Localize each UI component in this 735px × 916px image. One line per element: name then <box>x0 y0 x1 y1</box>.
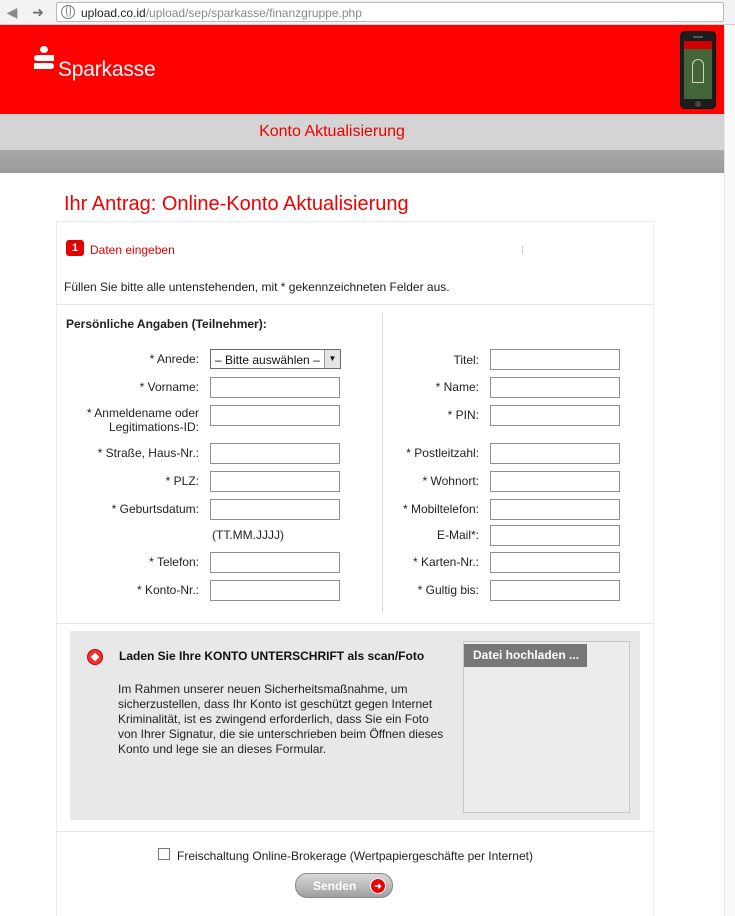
step-label: Daten eingeben <box>90 243 175 257</box>
titel-input[interactable] <box>490 349 620 370</box>
url-field[interactable] <box>56 2 724 22</box>
chevron-down-icon: ▼ <box>324 350 340 368</box>
upload-description: Im Rahmen unserer neuen Sicherheitsmaßnahme, um sicherzustellen, dass Ihr Konto ist geschützt gegen Internet Kriminalität, ist es zwingend erforderlich, dass Sie ein Foto von Ihrer Signatur, die sie unterschrieben beim Öffnen dieses Konto und lege sie an dieses Formular. <box>118 682 444 756</box>
plz-input[interactable] <box>210 471 340 492</box>
arrow-right-icon[interactable]: ➜ <box>32 4 44 20</box>
vorname-input[interactable] <box>210 377 340 398</box>
section-title: Persönliche Angaben (Teilnehmer): <box>66 317 267 331</box>
gultig-bis-input[interactable] <box>490 580 620 601</box>
anrede-label: * Anrede: <box>149 352 199 366</box>
red-diamond-icon <box>87 649 103 665</box>
name-label: * Name: <box>435 380 479 394</box>
konto-nr-input[interactable] <box>210 580 340 601</box>
step-number-badge: 1 <box>66 240 84 256</box>
submit-button-label: Senden <box>313 879 357 893</box>
instructions-text: Füllen Sie bitte alle untenstehenden, mit * gekennzeichneten Felder aus. <box>64 280 450 294</box>
plz-label: * PLZ: <box>165 474 199 488</box>
divider-bar <box>0 150 724 173</box>
wohnort-label: * Wohnort: <box>422 474 479 488</box>
geburtsdatum-input[interactable] <box>210 499 340 520</box>
brokerage-checkbox-label[interactable]: Freischaltung Online-Brokerage (Wertpapiergeschäfte per Internet) <box>177 849 533 863</box>
konto-nr-label: * Konto-Nr.: <box>136 583 199 597</box>
url-path: /upload/sep/sparkasse/finanzgruppe.php <box>145 6 362 20</box>
strasse-label: * Straße, Haus-Nr.: <box>97 446 199 460</box>
anmeldename-label: * Anmeldename oder Legitimations-ID: <box>86 406 199 434</box>
karten-nr-label: * Karten-Nr.: <box>412 555 479 569</box>
titel-label: Titel: <box>453 353 479 367</box>
anmeldename-input[interactable] <box>210 405 340 426</box>
telefon-input[interactable] <box>210 552 340 573</box>
browser-address-bar <box>0 0 735 25</box>
wohnort-input[interactable] <box>490 471 620 492</box>
column-divider <box>382 313 383 613</box>
gultig-bis-label: * Gultig bis: <box>417 583 479 597</box>
arrow-left-icon[interactable]: ◀ <box>6 4 18 20</box>
separator-tick <box>522 246 523 254</box>
brokerage-checkbox[interactable] <box>158 848 170 860</box>
pin-label: * PIN: <box>447 408 479 422</box>
globe-icon <box>61 5 75 19</box>
page-edge <box>724 25 735 916</box>
karten-nr-input[interactable] <box>490 552 620 573</box>
postleitzahl-input[interactable] <box>490 443 620 464</box>
postleitzahl-label: * Postleitzahl: <box>406 446 479 460</box>
brand-name: Sparkasse <box>58 58 156 81</box>
email-label: E-Mail*: <box>436 528 479 542</box>
divider <box>57 831 653 832</box>
vorname-label: * Vorname: <box>139 380 199 394</box>
divider <box>57 623 653 624</box>
upload-title: Laden Sie Ihre KONTO UNTERSCHRIFT als scan/Foto <box>119 649 425 663</box>
url-text <box>81 6 362 20</box>
mobiltelefon-input[interactable] <box>490 499 620 520</box>
url-host: upload.co.id <box>81 6 146 20</box>
strasse-input[interactable] <box>210 443 340 464</box>
upload-file-button[interactable]: Datei hochladen ... <box>464 644 587 667</box>
mobiltelefon-label: * Mobiltelefon: <box>402 502 479 516</box>
subtitle: Konto Aktualisierung <box>259 123 405 140</box>
name-input[interactable] <box>490 377 620 398</box>
date-format-hint: (TT.MM.JJJJ) <box>212 528 284 542</box>
arrow-circle-right-icon: ➜ <box>370 878 386 894</box>
page-title: Ihr Antrag: Online-Konto Aktualisierung <box>64 193 409 215</box>
telefon-label: * Telefon: <box>149 555 199 569</box>
divider <box>57 304 653 305</box>
anrede-select-value: – Bitte auswählen – <box>215 353 320 367</box>
geburtsdatum-label: * Geburtsdatum: <box>111 502 199 516</box>
submit-button[interactable] <box>295 873 393 898</box>
smartphone-icon <box>680 31 716 109</box>
pin-input[interactable] <box>490 405 620 426</box>
sparkasse-s-icon <box>34 46 54 74</box>
anrede-select[interactable] <box>210 349 341 369</box>
email-input[interactable] <box>490 525 620 546</box>
